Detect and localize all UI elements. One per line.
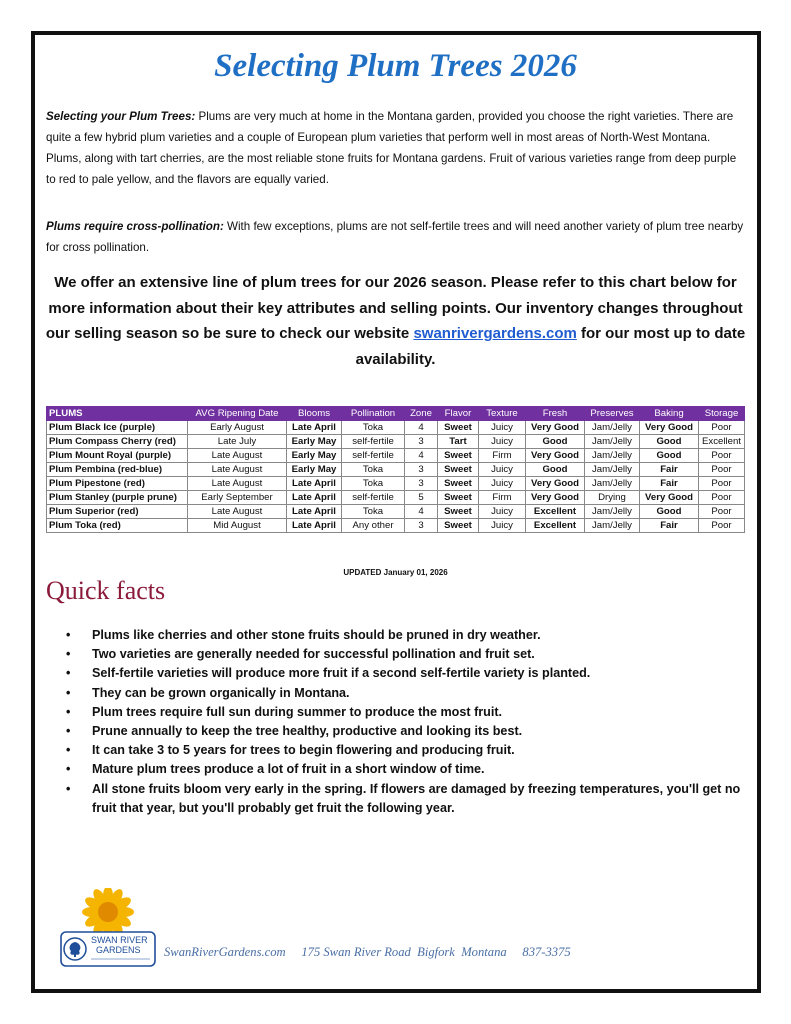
cell-preserves: Jam/Jelly	[585, 477, 640, 491]
table-row	[47, 519, 745, 533]
cell-preserves: Jam/Jelly	[585, 505, 640, 519]
cell-texture: Firm	[479, 491, 526, 505]
page-title: Selecting Plum Trees 2026	[214, 48, 577, 84]
header-preserves: Preserves	[585, 407, 640, 421]
cell-fresh: Excellent	[526, 519, 585, 533]
footer-contact: SwanRiverGardens.com 175 Swan River Road Bigfork Montana 837-3375	[164, 945, 571, 959]
cell-fresh: Very Good	[526, 449, 585, 463]
cell-preserves: Jam/Jelly	[585, 435, 640, 449]
pollination-paragraph	[46, 216, 746, 258]
cell-fresh: Excellent	[526, 505, 585, 519]
cell-ripening: Late August	[188, 463, 287, 477]
cell-baking: Fair	[640, 519, 699, 533]
cell-zone: 3	[405, 463, 438, 477]
table-header-row	[47, 407, 745, 421]
cell-ripening: Late July	[188, 435, 287, 449]
cell-flavor: Sweet	[438, 463, 479, 477]
offer-text-after: for our most up to date availability.	[355, 325, 746, 368]
cell-pollination: self-fertile	[342, 435, 405, 449]
list-item: • It can take 3 to 5 years for trees to begin flowering and producing fruit.	[46, 741, 746, 760]
cell-variety: Plum Pembina (red-blue)	[47, 463, 188, 477]
cell-preserves: Jam/Jelly	[585, 519, 640, 533]
list-item: • Self-fertile varieties will produce more fruit if a second self-fertile variety is planted.	[46, 664, 746, 683]
cell-flavor: Tart	[438, 435, 479, 449]
list-item: • Plum trees require full sun during summer to produce the most fruit.	[46, 703, 746, 722]
header-storage: Storage	[699, 407, 745, 421]
cell-blooms: Late April	[287, 421, 342, 435]
cell-baking: Fair	[640, 477, 699, 491]
header-flavor: Flavor	[438, 407, 479, 421]
svg-text:SWAN RIVER: SWAN RIVER	[91, 935, 148, 945]
cell-flavor: Sweet	[438, 449, 479, 463]
svg-text:GARDENS: GARDENS	[96, 945, 141, 955]
cell-storage: Poor	[699, 477, 745, 491]
cell-fresh: Good	[526, 463, 585, 477]
intro-paragraph	[46, 106, 746, 190]
table-row	[47, 421, 745, 435]
quick-facts-list	[46, 626, 746, 818]
quick-facts-title: Quick facts	[46, 576, 166, 605]
cell-variety: Plum Mount Royal (purple)	[47, 449, 188, 463]
table-row	[47, 477, 745, 491]
cell-blooms: Early May	[287, 463, 342, 477]
pollination-text: With few exceptions, plums are not self-fertile trees and will need another variety of plum tree nearby for cross pollination.	[46, 220, 744, 254]
intro-text: Plums are very much at home in the Montana garden, provided you choose the right varieties. There are quite a few hybrid plum varieties and a couple of European plum varieties that perform well in most areas of North-West Montana. Plums, along with tart cherries, are the most reliable stone fruits for Montana gardens. Fruit of various varieties range from deep purple to red to pale yellow, and the flavors are equally varied.	[46, 110, 737, 186]
cell-fresh: Very Good	[526, 491, 585, 505]
cell-flavor: Sweet	[438, 421, 479, 435]
cell-pollination: self-fertile	[342, 491, 405, 505]
cell-zone: 3	[405, 519, 438, 533]
cell-texture: Juicy	[479, 519, 526, 533]
cell-zone: 5	[405, 491, 438, 505]
cell-fresh: Very Good	[526, 477, 585, 491]
cell-zone: 4	[405, 421, 438, 435]
header-zone: Zone	[405, 407, 438, 421]
cell-baking: Very Good	[640, 421, 699, 435]
cell-fresh: Very Good	[526, 421, 585, 435]
cell-ripening: Late August	[188, 449, 287, 463]
cell-variety: Plum Pipestone (red)	[47, 477, 188, 491]
cell-zone: 4	[405, 505, 438, 519]
cell-pollination: self-fertile	[342, 449, 405, 463]
cell-blooms: Late April	[287, 491, 342, 505]
cell-texture: Juicy	[479, 463, 526, 477]
header-ripening: AVG Ripening Date	[188, 407, 287, 421]
table-row	[47, 463, 745, 477]
offer-text-before: We offer an extensive line of plum trees for our 2026 season. Please refer to this chart below for more information about their key attributes and selling points. Our inventory changes throughout our selling season so be sure to check our website	[45, 274, 743, 342]
cell-texture: Juicy	[479, 435, 526, 449]
cell-baking: Good	[640, 505, 699, 519]
cell-texture: Juicy	[479, 421, 526, 435]
cell-storage: Poor	[699, 505, 745, 519]
cell-blooms: Early May	[287, 435, 342, 449]
cell-baking: Fair	[640, 463, 699, 477]
cell-flavor: Sweet	[438, 505, 479, 519]
header-pollination: Pollination	[342, 407, 405, 421]
cell-variety: Plum Compass Cherry (red)	[47, 435, 188, 449]
list-item: • They can be grown organically in Montana.	[46, 684, 746, 703]
header-plums: PLUMS	[47, 407, 188, 421]
list-item: • Two varieties are generally needed for successful pollination and fruit set.	[46, 645, 746, 664]
swan-river-gardens-logo	[58, 888, 158, 970]
cell-ripening: Early September	[188, 491, 287, 505]
cell-zone: 4	[405, 449, 438, 463]
list-item: • Plums like cherries and other stone fruits should be pruned in dry weather.	[46, 626, 746, 645]
cell-pollination: Toka	[342, 421, 405, 435]
cell-ripening: Mid August	[188, 519, 287, 533]
cell-storage: Poor	[699, 421, 745, 435]
intro-lead: Selecting your Plum Trees:	[46, 110, 196, 123]
cell-baking: Good	[640, 435, 699, 449]
table-row	[47, 435, 745, 449]
cell-baking: Very Good	[640, 491, 699, 505]
list-item: • Prune annually to keep the tree healthy, productive and looking its best.	[46, 722, 746, 741]
cell-ripening: Early August	[188, 421, 287, 435]
cell-storage: Excellent	[699, 435, 745, 449]
cell-preserves: Jam/Jelly	[585, 421, 640, 435]
header-texture: Texture	[479, 407, 526, 421]
table-row	[47, 449, 745, 463]
cell-zone: 3	[405, 477, 438, 491]
list-item: • Mature plum trees produce a lot of fruit in a short window of time.	[46, 760, 746, 779]
cell-storage: Poor	[699, 449, 745, 463]
cell-texture: Juicy	[479, 505, 526, 519]
cell-blooms: Late April	[287, 477, 342, 491]
updated-date: UPDATED January 01, 2026	[343, 568, 448, 577]
pollination-lead: Plums require cross-pollination:	[46, 220, 224, 233]
header-fresh: Fresh	[526, 407, 585, 421]
cell-pollination: Any other	[342, 519, 405, 533]
cell-storage: Poor	[699, 463, 745, 477]
list-item: • All stone fruits bloom very early in the spring. If flowers are damaged by freezing temperatures, you'll get no fruit that year, but you'll probably get fruit the following year.	[46, 780, 746, 818]
header-baking: Baking	[640, 407, 699, 421]
cell-storage: Poor	[699, 491, 745, 505]
cell-flavor: Sweet	[438, 491, 479, 505]
cell-variety: Plum Toka (red)	[47, 519, 188, 533]
offer-paragraph	[44, 270, 747, 372]
cell-preserves: Drying	[585, 491, 640, 505]
header-blooms: Blooms	[287, 407, 342, 421]
cell-blooms: Early May	[287, 449, 342, 463]
table-row	[47, 505, 745, 519]
cell-variety: Plum Superior (red)	[47, 505, 188, 519]
cell-flavor: Sweet	[438, 477, 479, 491]
cell-pollination: Toka	[342, 505, 405, 519]
cell-texture: Juicy	[479, 477, 526, 491]
cell-pollination: Toka	[342, 463, 405, 477]
sunflower-tree-logo-icon	[58, 888, 158, 970]
cell-ripening: Late August	[188, 477, 287, 491]
cell-flavor: Sweet	[438, 519, 479, 533]
cell-storage: Poor	[699, 519, 745, 533]
cell-ripening: Late August	[188, 505, 287, 519]
website-link[interactable]: swanrivergardens.com	[413, 325, 577, 342]
cell-blooms: Late April	[287, 519, 342, 533]
plum-table	[46, 406, 745, 533]
cell-variety: Plum Stanley (purple prune)	[47, 491, 188, 505]
cell-zone: 3	[405, 435, 438, 449]
cell-baking: Good	[640, 449, 699, 463]
cell-texture: Firm	[479, 449, 526, 463]
table-row	[47, 491, 745, 505]
cell-variety: Plum Black Ice (purple)	[47, 421, 188, 435]
cell-pollination: Toka	[342, 477, 405, 491]
cell-blooms: Late April	[287, 505, 342, 519]
cell-preserves: Jam/Jelly	[585, 463, 640, 477]
cell-preserves: Jam/Jelly	[585, 449, 640, 463]
cell-fresh: Good	[526, 435, 585, 449]
